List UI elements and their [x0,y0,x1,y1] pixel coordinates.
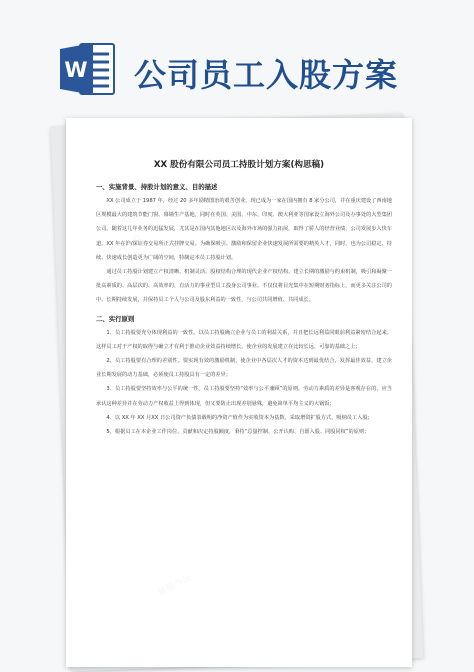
section-heading: 一、实施背景、持股计划的意义、目的描述 [96,183,218,191]
document-page [66,118,412,667]
paragraph: XX 公司成立于 1987 年，经过 20 多年励精图治的艰苦创业，现已成为一家在国内拥有 8 家分公司，并在重庆建设了西南地区规模最大的建筑节能门窗、幕墙生产基地，同时在英国、美国、中东、印度、澳大利亚等国家设立海外公司及办事处的大型集团公司。随着这几年业务的迅猛发展，尤其是在国内其他地区以及海外市场的强力拓展，取得了骄人的经营业绩，公司发展步入快车道。XX 年在沪/深证券交易所正式挂牌交易。为确保吸引、激励和保留企业快速发展所需要的精英人才，同时，也为公司稳定、持续、快速成长创造更为广阔的空间，特制定本员工持股计划。 [96,198,392,261]
word-document-icon [60,40,116,98]
paragraph: 1、员工持股要充分体现利益的一致性。以员工持股确立企业与员工的利益关系，并且把长远利益同眼前利益紧密结合起来。这样员工对于产权的取得与确立才有利于推动企业效益持续增长，使企业的发展建立在比较长远、可靠的基础之上； [96,329,392,350]
paragraph: 通过员工持股计划建立产权清晰、机制灵活、股权结构合理的现代企业产权结构，建立长期的激励与约束机制，吸引和凝聚一批高素质的、高层次的、高效率的、有活力的事业型员工投身公司事业。不仅仅将目光集中在短期财务指标上，而更多关注公司的中、长期持续发展，并保持员工个人与公司及股东利益的一致性，与公司共同增值、共同成长。 [96,269,392,304]
document-title: XX 股份有限公司员工持股计划方案(构思稿) [153,160,325,170]
watermark: 熊猫办公 [246,412,283,439]
word-icon-letter: W [64,58,88,82]
page-title: 公司员工入股方案 [134,56,399,94]
paragraph: 4、以 XX 年 XX 月XX 日公司资产负债表载明的净资产值作为实收资本为基数，采取增资扩股方式，吸纳员工入股； [106,414,373,421]
watermark: 熊猫办公 [106,232,143,259]
section-heading: 二、实行原则 [96,314,135,323]
banner-header [0,0,474,118]
watermark: 熊猫办公 [156,572,193,599]
paragraph: 2、员工持股要有合理的差别性。要实现有效的激励机制，使企业中各层次人才的资本达到最优结合，发挥最佳效益，建立企业长期发展的动力基础，必须使员工持股具有一定的差异； [96,358,392,379]
document-body [96,176,392,439]
paragraph: 5、根据员工在本企业工作岗位、贡献和决定持股额度，秉持“总量控制、公开认购、自愿入股、同股同权”的原则； [106,429,370,436]
paragraph: 3、员工持股要坚持效率与公平的统一性。员工持股要坚持“效率与公平兼顾”的原则。劳动力素质的差异是客观存在的，应当承认这种差异并在劳动力产权收益上得到体现，但又要防止出现差别悬殊，避免简单平均主义的大锅饭； [96,386,392,407]
